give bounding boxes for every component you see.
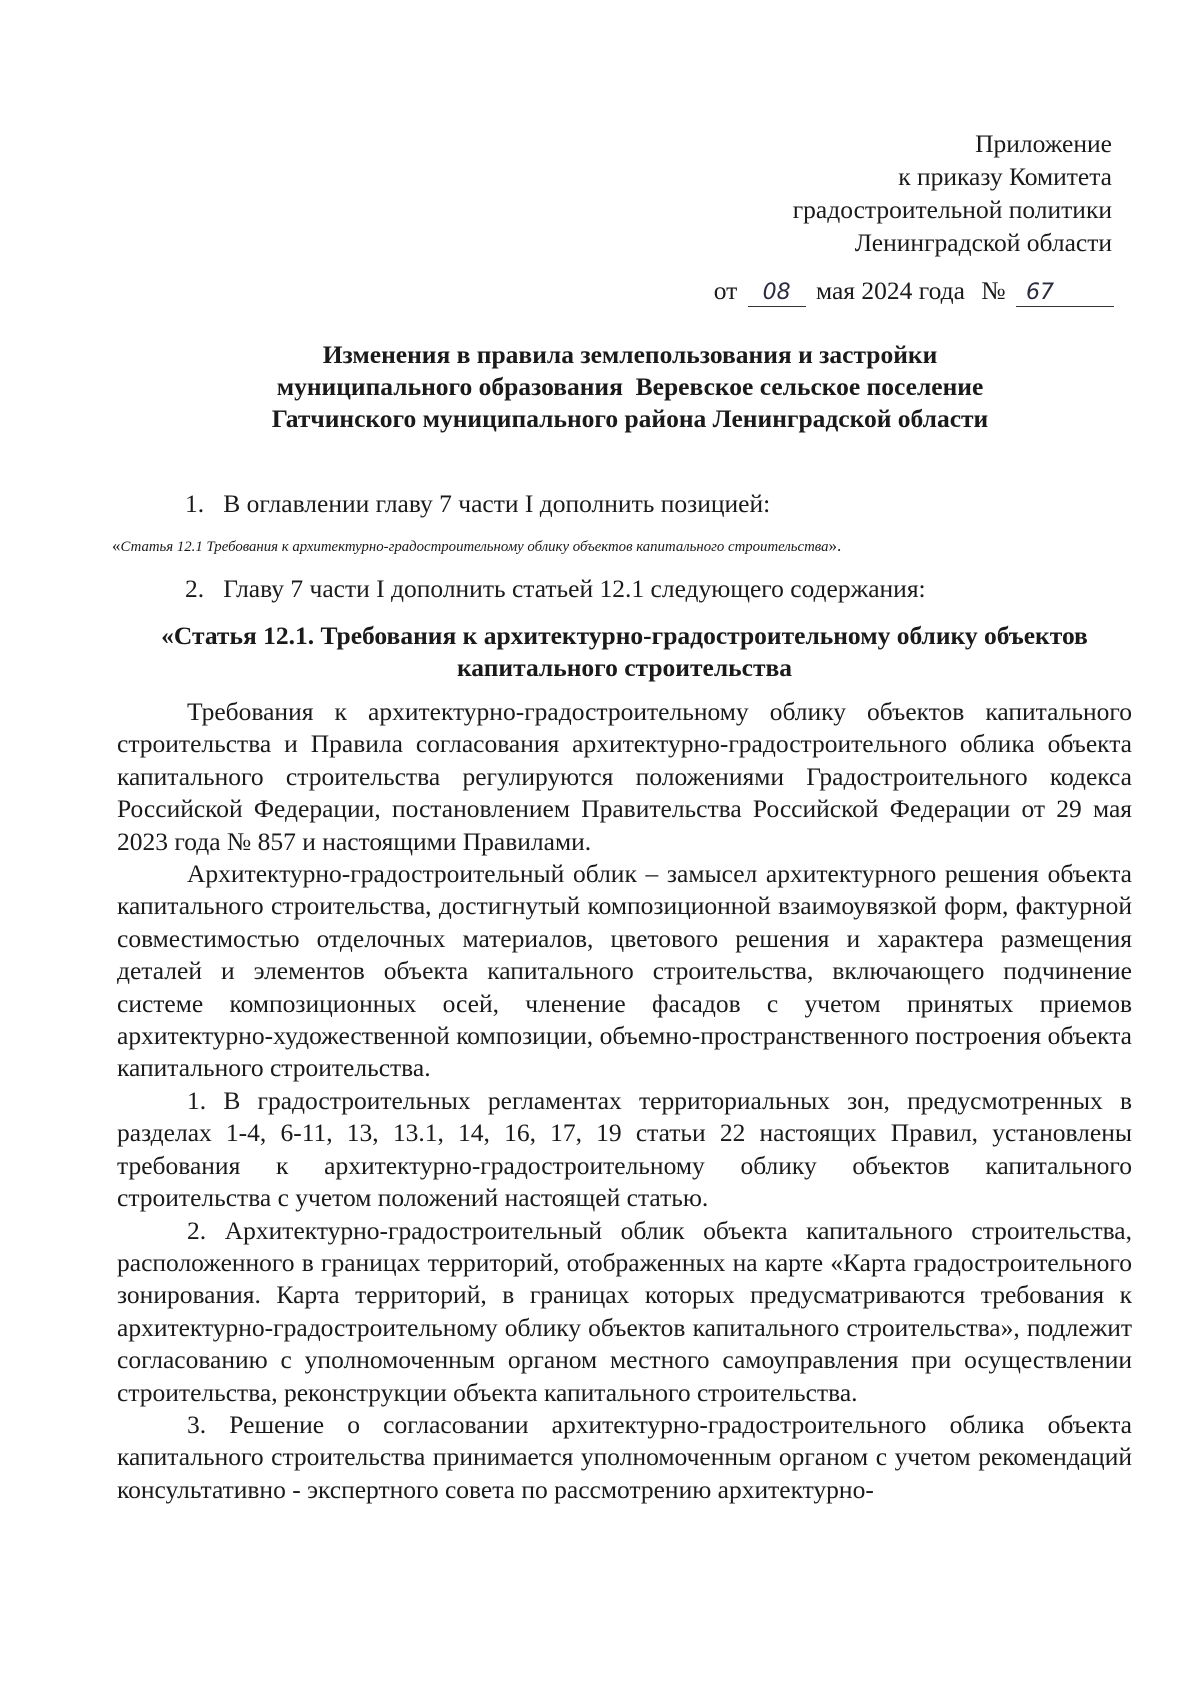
appendix-line: градостроительной политики <box>792 195 1112 224</box>
body-paragraph: Архитектурно-градостроительный облик – замысел архитектурного решения объекта капитального строительства, достигнутый композиционной взаимоувязкой форм, фактурной совместимостью отделочных материалов, цветового решения и характера размещения деталей и элементов объекта капитального строительства, включающего подчинение системе композиционных осей, членение фасадов с учетом принятых приемов архитектурно-художественной композиции, объемно-пространственного построения объекта капитального строительства. <box>117 859 1132 1083</box>
handwritten-day: 08 <box>748 280 806 307</box>
list-item-2 <box>117 573 1132 605</box>
item-text: В оглавлении главу 7 части I дополнить позицией: <box>223 489 771 518</box>
body-paragraph: 1. В градостроительных регламентах территориальных зон, предусмотренных в разделах 1-4, 6-11, 13, 13.1, 14, 16, 17, 19 статьи 22 настоящих Правил, установлены требования к архитектурно-градостроительному облику объектов капитального строительства с учетом положений настоящей статью. <box>117 1085 1132 1213</box>
close-quote: ». <box>828 536 842 555</box>
toc-entry-text: Статья 12.1 Требования к архитектурно-градостроительному облику объектов капитального строительства <box>120 539 829 555</box>
appendix-line: к приказу Комитета <box>898 162 1112 191</box>
title-line: Изменения в правила землепользования и застройки <box>322 340 938 369</box>
title-line: муниципального образования Веревское сельское поселение <box>276 372 984 401</box>
appendix-header <box>793 127 1112 259</box>
appendix-line: Ленинградской области <box>854 228 1112 257</box>
inserted-toc-entry <box>112 536 1132 557</box>
item-text: Главу 7 части I дополнить статьей 12.1 следующего содержания: <box>223 574 926 603</box>
body-paragraph: 3. Решение о согласовании архитектурно-градостроительного облика объекта капитального строительства принимается уполномоченным органом с учетом рекомендаций консультативно - экспертного совета по рассмотрению архитектурно- <box>117 1409 1132 1504</box>
title-line: Гатчинского муниципального района Ленинградской области <box>271 404 989 433</box>
list-item-1 <box>117 488 1132 520</box>
appendix-line: Приложение <box>975 129 1112 158</box>
body-paragraph: 2. Архитектурно-градостроительный облик объекта капитального строительства, расположенного в границах территорий, отображенных на карте «Карта градостроительного зонирования. Карта территорий, в границах которых предусматриваются требования к архитектурно-градостроительному облику объектов капитального строительства», подлежит согласованию с уполномоченным органом местного самоуправления при осуществлении строительства, реконструкции объекта капитального строительства. <box>117 1215 1132 1407</box>
date-month-year: мая 2024 года <box>816 276 965 305</box>
number-sign: № <box>981 276 1006 305</box>
document-title <box>0 339 1200 435</box>
item-number: 2. <box>185 574 205 603</box>
order-date-line <box>714 274 1114 307</box>
handwritten-order-number: 67 <box>1016 280 1114 307</box>
body-paragraph: Требования к архитектурно-градостроительному облику объектов капитального строительства и Правила согласования архитектурно-градостроительного облика объекта капитального строительства регулируются положениями Градостроительного кодекса Российской Федерации, постановлением Правительства Российской Федерации от 29 мая 2023 года № 857 и настоящими Правилами. <box>117 697 1132 856</box>
article-body <box>117 696 1132 1506</box>
article-heading: «Статья 12.1. Требования к архитектурно-градостроительному облику объектов капитального строительства <box>161 621 1088 682</box>
item-number: 1. <box>185 489 205 518</box>
open-quote: « <box>112 536 121 555</box>
date-prefix: от <box>713 276 738 305</box>
